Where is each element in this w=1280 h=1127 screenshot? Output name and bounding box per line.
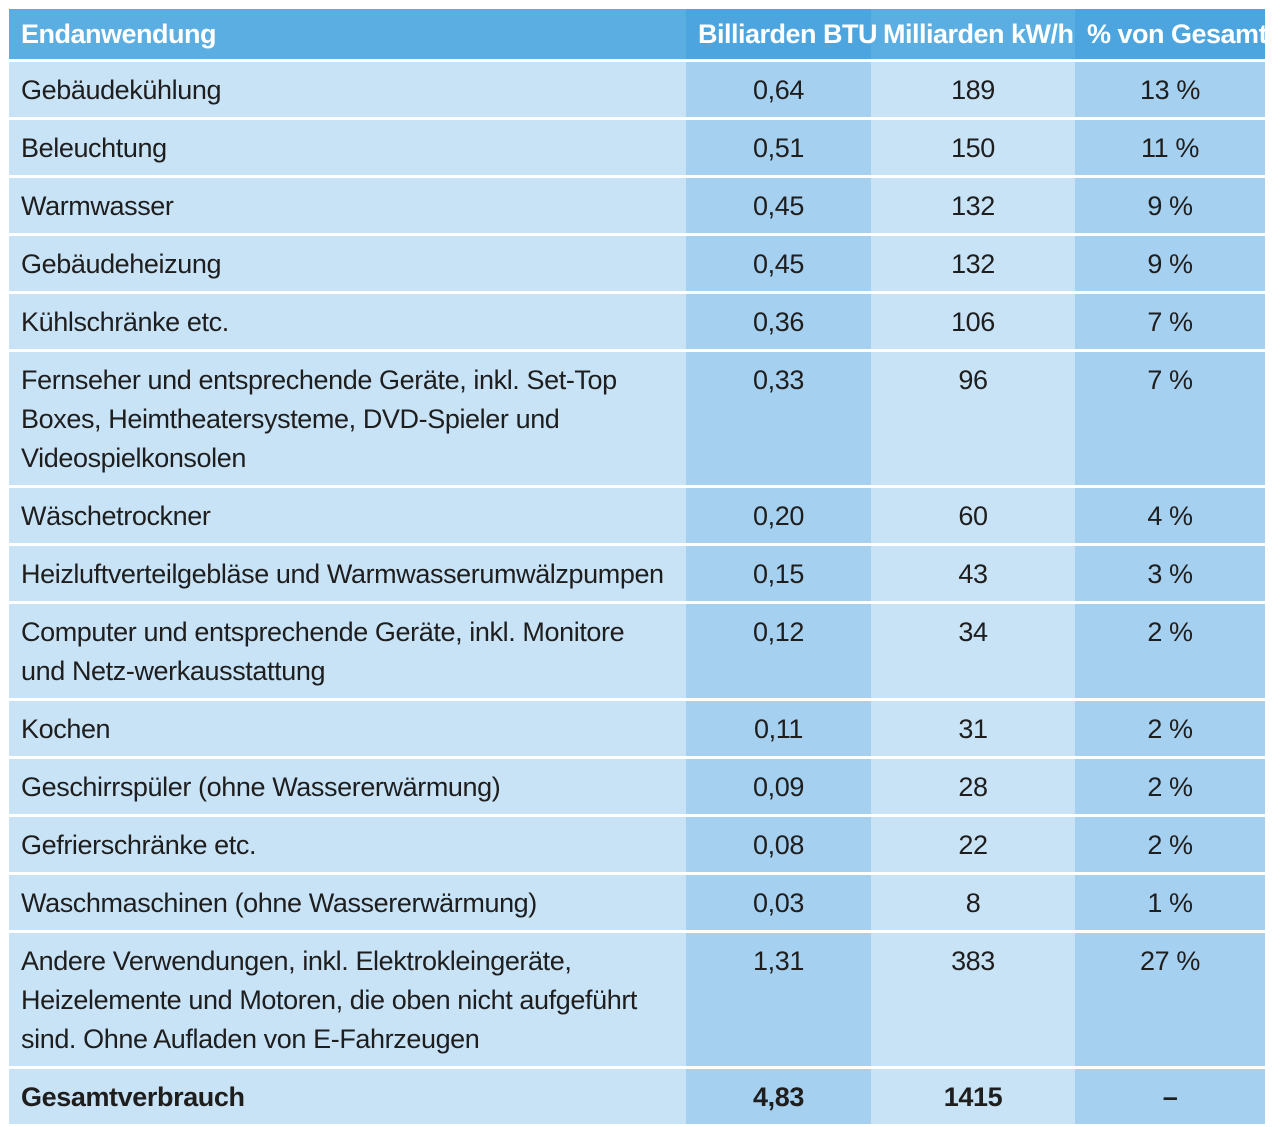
row-kwh: 60 [871,487,1075,545]
row-pct: 9 % [1075,235,1265,293]
total-kwh: 1415 [871,1068,1075,1126]
row-label: Andere Verwendungen, inkl. Elektrokleingeräte, Heizelemente und Motoren, die oben nicht aufgeführt sind. Ohne Aufladen von E-Fahrzeugen [9,932,686,1068]
row-kwh: 150 [871,119,1075,177]
row-kwh: 34 [871,603,1075,700]
row-kwh: 43 [871,545,1075,603]
row-label: Computer und entsprechende Geräte, inkl. Monitore und Netz-werkausstattung [9,603,686,700]
row-btu: 0,45 [686,235,871,293]
row-label: Geschirrspüler (ohne Wassererwärmung) [9,758,686,816]
table-row [9,603,1265,700]
table-row [9,758,1265,816]
column-header-endanwendung: Endanwendung [9,9,686,61]
row-pct: 4 % [1075,487,1265,545]
row-pct: 7 % [1075,351,1265,487]
row-btu: 0,11 [686,700,871,758]
row-btu: 0,12 [686,603,871,700]
row-pct: 11 % [1075,119,1265,177]
table-row [9,874,1265,932]
table-row [9,177,1265,235]
row-btu: 0,09 [686,758,871,816]
row-label: Gefrierschränke etc. [9,816,686,874]
row-btu: 1,31 [686,932,871,1068]
row-label: Waschmaschinen (ohne Wassererwärmung) [9,874,686,932]
row-btu: 0,08 [686,816,871,874]
row-btu: 0,36 [686,293,871,351]
row-label: Gebäudekühlung [9,61,686,119]
row-btu: 0,15 [686,545,871,603]
table-row [9,700,1265,758]
table-row [9,235,1265,293]
row-kwh: 132 [871,235,1075,293]
row-kwh: 106 [871,293,1075,351]
row-kwh: 189 [871,61,1075,119]
table-row [9,487,1265,545]
row-kwh: 22 [871,816,1075,874]
row-kwh: 8 [871,874,1075,932]
row-label: Kochen [9,700,686,758]
row-kwh: 383 [871,932,1075,1068]
row-pct: 9 % [1075,177,1265,235]
row-label: Gebäudeheizung [9,235,686,293]
row-pct: 7 % [1075,293,1265,351]
table-row [9,545,1265,603]
table-row [9,816,1265,874]
table-header-row [9,9,1265,61]
row-btu: 0,51 [686,119,871,177]
row-pct: 13 % [1075,61,1265,119]
table-row [9,293,1265,351]
table-row [9,932,1265,1068]
table-row [9,119,1265,177]
row-pct: 2 % [1075,603,1265,700]
table-body [9,61,1265,1126]
row-kwh: 96 [871,351,1075,487]
row-pct: 3 % [1075,545,1265,603]
row-btu: 0,45 [686,177,871,235]
row-label: Kühlschränke etc. [9,293,686,351]
total-btu: 4,83 [686,1068,871,1126]
column-header-billiarden-btu: Billiarden BTU [686,9,871,61]
table-total-row [9,1068,1265,1126]
row-label: Beleuchtung [9,119,686,177]
row-pct: 2 % [1075,758,1265,816]
total-pct: – [1075,1068,1265,1126]
column-header-prozent: % von Gesamt [1075,9,1265,61]
row-kwh: 28 [871,758,1075,816]
row-label: Fernseher und entsprechende Geräte, inkl. Set-Top Boxes, Heimtheatersysteme, DVD-Spieler und Videospielkonsolen [9,351,686,487]
row-pct: 27 % [1075,932,1265,1068]
row-btu: 0,33 [686,351,871,487]
row-pct: 2 % [1075,816,1265,874]
row-kwh: 132 [871,177,1075,235]
row-label: Heizluftverteilgebläse und Warmwasserumwälzpumpen [9,545,686,603]
table-row [9,61,1265,119]
column-header-milliarden-kwh: Milliarden kW/h [871,9,1075,61]
row-btu: 0,20 [686,487,871,545]
energy-use-table-container [9,9,1268,1127]
total-label: Gesamtverbrauch [9,1068,686,1126]
row-kwh: 31 [871,700,1075,758]
table-row [9,351,1265,487]
row-pct: 2 % [1075,700,1265,758]
row-btu: 0,64 [686,61,871,119]
row-pct: 1 % [1075,874,1265,932]
row-label: Wäschetrockner [9,487,686,545]
row-label: Warmwasser [9,177,686,235]
energy-use-table [9,9,1268,1127]
row-btu: 0,03 [686,874,871,932]
